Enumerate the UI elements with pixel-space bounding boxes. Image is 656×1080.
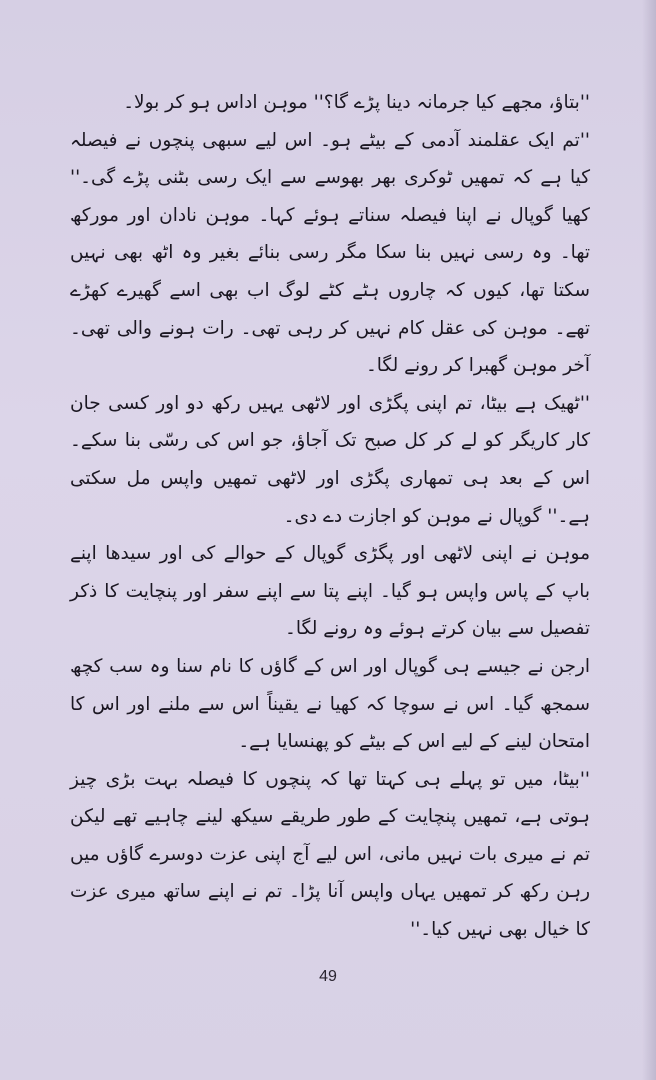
page-text-block xyxy=(70,84,590,949)
paragraph-3: ''ٹھیک ہے بیٹا، تم اپنی پگڑی اور لاٹھی یہیں رکھ دو اور کسی جان کار کاریگر کو لے کر کل صبح تک آجاؤ، جو اس کی رسّی بنا سکے۔ اس کے بعد ہی تمھاری پگڑی اور لاٹھی تمھیں واپس مل سکتی ہے۔'' گوپال نے موہن کو اجازت دے دی۔ xyxy=(70,392,590,527)
paragraph-5: ارجن نے جیسے ہی گوپال اور اس کے گاؤں کا نام سنا وہ سب کچھ سمجھ گیا۔ اس نے سوچا کہ کھیا نے یقیناً اس سے ملنے اور اس کا امتحان لینے کے لیے اس کے بیٹے کو پھنسایا ہے۔ xyxy=(70,655,590,753)
page-edge-shadow xyxy=(642,0,656,1080)
paragraph-4: موہن نے اپنی لاٹھی اور پگڑی گوپال کے حوالے کی اور سیدھا اپنے باپ کے پاس واپس ہو گیا۔ اپنے پتا سے اپنے سفر اور پنچایت کا ذکر تفصیل سے بیان کرتے ہوئے وہ رونے لگا۔ xyxy=(70,543,590,640)
page-number: 49 xyxy=(319,968,337,985)
paragraph-6: ''بیٹا، میں تو پہلے ہی کہتا تھا کہ پنچوں کا فیصلہ بہت بڑی چیز ہوتی ہے، تمھیں پنچایت کے طور طریقے سیکھ لینے چاہیے تھے لیکن تم نے میری بات نہیں مانی، اس لیے آج اپنی عزت دوسرے گاؤں میں رہن رکھ کر تمھیں یہاں واپس آنا پڑا۔ تم نے اپنے ساتھ میری عزت کا خیال بھی نہیں کیا۔'' xyxy=(70,768,590,941)
paragraph-2: ''تم ایک عقلمند آدمی کے بیٹے ہو۔ اس لیے سبھی پنچوں نے فیصلہ کیا ہے کہ تمھیں ٹوکری بھر بھوسے سے ایک رسی بٹنی پڑے گی۔'' کھیا گوپال نے اپنا فیصلہ سناتے ہوئے کہا۔ موہن نادان اور مورکھ تھا۔ وہ رسی نہیں بنا سکا مگر رسی بنائے بغیر وہ اٹھ بھی نہیں سکتا تھا، کیوں کہ چاروں ہٹے کٹے لوگ اب بھی اسے گھیرے کھڑے تھے۔ موہن کی عقل کام نہیں کر رہی تھی۔ رات ہونے والی تھی۔ آخر موہن گھبرا کر رونے لگا۔ xyxy=(70,129,590,377)
paragraph-1: ''بتاؤ، مجھے کیا جرمانہ دینا پڑے گا؟'' موہن اداس ہو کر بولا۔ xyxy=(123,92,590,113)
